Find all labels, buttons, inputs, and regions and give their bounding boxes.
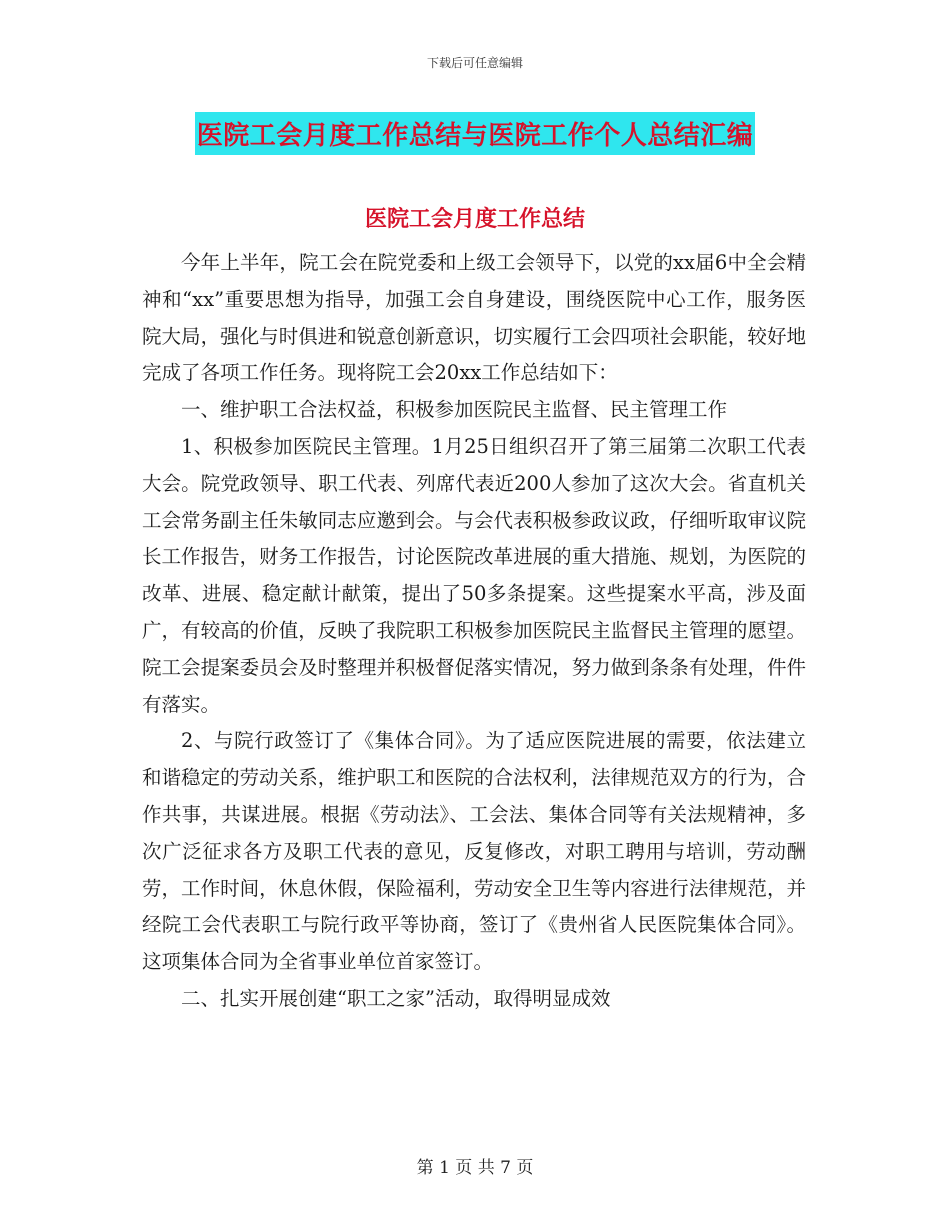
paragraph: 一、维护职工合法权益，积极参加医院民主监督、民主管理工作 bbox=[181, 398, 728, 422]
document-title-text: 医院工会月度工作总结与医院工作个人总结汇编 bbox=[195, 112, 756, 155]
document-title bbox=[0, 112, 950, 155]
page-footer: 第 1 页 共 7 页 bbox=[416, 1158, 534, 1178]
paragraph: 2、与院行政签订了《集体合同》。为了适应医院进展的需要，依法建立和谐稳定的劳动关系，维护职工和医院的合法权利，法律规范双方的行为，合作共事，共谋进展。根据《劳动法》、工会法、集体合同等有关法规精神，多次广泛征求各方及职工代表的意见，反复修改，对职工聘用与培训，劳动酬劳，工作时间，休息休假，保险福利，劳动安全卫生等内容进行法律规范，并经院工会代表职工与院行政平等协商，签订了《贵州省人民医院集体合同》。这项集体合同为全省事业单位首家签订。 bbox=[142, 729, 806, 974]
paragraph: 1、积极参加医院民主管理。1月25日组织召开了第三届第二次职工代表大会。院党政领导、职工代表、列席代表近200人参加了这次大会。省直机关工会常务副主任朱敏同志应邀到会。与会代表积极参政议政，仔细听取审议院长工作报告，财务工作报告，讨论医院改革进展的重大措施、规划，为医院的改革、进展、稳定献计献策，提出了50多条提案。这些提案水平高，涉及面广，有较高的价值，反映了我院职工积极参加医院民主监督民主管理的愿望。院工会提案委员会及时整理并积极督促落实情况，努力做到条条有处理，件件有落实。 bbox=[142, 434, 806, 716]
paragraph: 今年上半年，院工会在院党委和上级工会领导下，以党的xx届6中全会精神和“xx”重要思想为指导，加强工会自身建设，围绕医院中心工作，服务医院大局，强化与时俱进和锐意创新意识，切实履行工会四项社会职能，较好地完成了各项工作任务。现将院工会20xx工作总结如下： bbox=[142, 251, 806, 385]
body-text bbox=[142, 245, 806, 1018]
paragraph: 二、扎实开展创建“职工之家”活动，取得明显成效 bbox=[181, 986, 611, 1010]
header-note: 下载后可任意编辑 bbox=[426, 56, 523, 70]
section-title: 医院工会月度工作总结 bbox=[364, 206, 585, 232]
